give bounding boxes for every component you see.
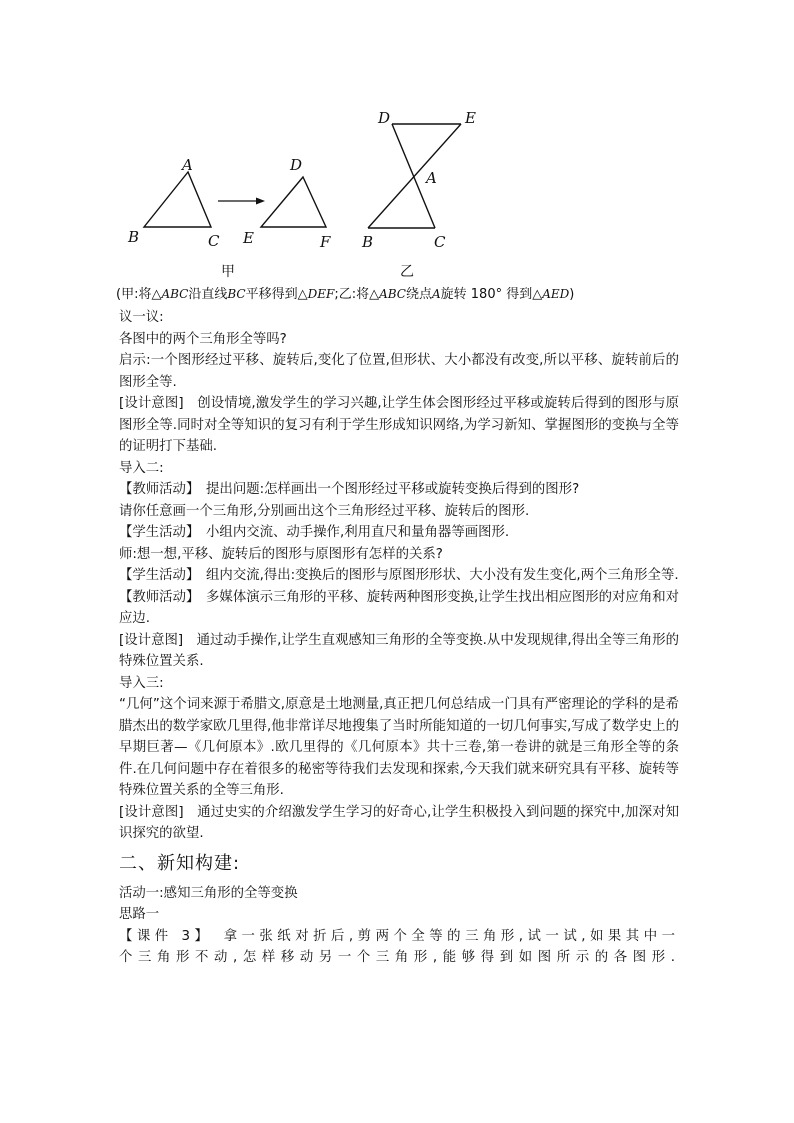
caption-text: ) bbox=[569, 287, 575, 302]
caption-abc: ABC bbox=[379, 287, 406, 301]
label-b3: B bbox=[362, 233, 374, 251]
caption-text: 绕点 bbox=[405, 287, 432, 302]
label-a3: A bbox=[426, 169, 437, 187]
paragraph: 导入二: bbox=[119, 460, 164, 476]
paragraph: 【学生活动】 组内交流,得出:变换后的图形与原图形形状、大小没有发生变化,两个三角形全等. bbox=[119, 568, 679, 583]
paragraph: 【教师活动】 多媒体演示三角形的平移、旋转两种图形变换,让学生找出相应图形的对应角和对应边. bbox=[119, 589, 679, 626]
arrow-head bbox=[256, 198, 265, 205]
paragraph: 师:想一想,平移、旋转后的图形与原图形有怎样的关系? bbox=[119, 546, 443, 562]
paragraph: 思路一 bbox=[119, 907, 160, 922]
paragraph: 【教师活动】 提出问题:怎样画出一个图形经过平移或旋转变换后得到的图形? bbox=[119, 482, 580, 497]
label-e2: E bbox=[243, 229, 254, 247]
paragraph: 活动一:感知三角形的全等变换 bbox=[119, 885, 298, 901]
paragraph: [设计意图] 通过史实的介绍激发学生学习的好奇心,让学生积极投入到问题的探究中,加深对知识探究的欲望. bbox=[119, 804, 679, 841]
triangle-abc bbox=[144, 172, 211, 227]
caption-bc: BC bbox=[227, 287, 246, 301]
caption-def: DEF bbox=[307, 287, 335, 301]
paragraph: [设计意图] 创设情境,激发学生的学习兴趣,让学生体会图形经过平移或旋转后得到的图形与原图形全等.同时对全等知识的复习有利于学生形成知识网络,为学习新知、掌握图形的变换与全等的证明打下基础. bbox=[119, 396, 679, 454]
paragraph: 【学生活动】 小组内交流、动手操作,利用直尺和量角器等画图形. bbox=[119, 525, 510, 540]
label-d2: D bbox=[290, 156, 303, 174]
body-text bbox=[119, 307, 679, 969]
triangle-diagram bbox=[110, 100, 510, 290]
label-c3: C bbox=[434, 233, 446, 251]
paragraph: 请你任意画一个三角形,分别画出这个三角形经过平移、旋转后的图形. bbox=[119, 503, 530, 519]
caption-text: 平移得到△ bbox=[245, 287, 308, 302]
label-d3: D bbox=[378, 109, 391, 127]
paragraph: [设计意图] 通过动手操作,让学生直观感知三角形的全等变换.从中发现规律,得出全等三角形的特殊位置关系. bbox=[119, 632, 679, 669]
caption-text: 旋转 180° 得到△ bbox=[440, 287, 543, 302]
triangle-def bbox=[261, 177, 326, 227]
caption-abc: ABC bbox=[161, 287, 189, 301]
label-a1: A bbox=[182, 156, 193, 174]
caption-aed: AED bbox=[542, 287, 570, 301]
label-c1: C bbox=[208, 232, 220, 250]
caption-yi: 乙 bbox=[400, 264, 414, 280]
label-e3: E bbox=[465, 109, 476, 127]
paragraph: “几何”这个词来源于希腊文,原意是土地测量,真正把几何总结成一门具有严密理论的学科的是希腊杰出的数学家欧几里得,他非常详尽地搜集了当时所能知道的一切几何事实,写成了数学史上的早期巨著—《几何原本》.欧几里得的《几何原本》共十三卷,第一卷讲的就是三角形全等的条件.在几何问题中存在着很多的秘密等待我们去发现和探索,今天我们就来研究具有平移、旋转等特殊位置关系的全等三角形. bbox=[119, 697, 679, 798]
segment-be bbox=[368, 124, 461, 228]
label-f2: F bbox=[320, 233, 331, 251]
caption-a: A bbox=[431, 287, 441, 301]
paragraph: 启示:一个图形经过平移、旋转后,变化了位置,但形状、大小都没有改变,所以平移、旋转前后的图形全等. bbox=[119, 353, 679, 390]
figure-caption bbox=[116, 286, 574, 303]
triangle-figure bbox=[110, 100, 510, 290]
paragraph: 议一议: bbox=[119, 310, 164, 325]
section-heading: 二、新知构建: bbox=[119, 852, 241, 874]
paragraph: 各图中的两个三角形全等吗? bbox=[119, 331, 287, 347]
caption-text: 沿直线 bbox=[188, 287, 228, 302]
caption-text: (甲:将△ bbox=[116, 287, 162, 302]
caption-text: ;乙:将△ bbox=[334, 287, 380, 302]
caption-jia: 甲 bbox=[221, 264, 235, 280]
paragraph: 【课件 3】 拿一张纸对折后,剪两个全等的三角形,试一试,如果其中一个三角形不动,怎样移动另一个三角形,能够得到如图所示的各图形. bbox=[119, 928, 679, 965]
label-b1: B bbox=[128, 228, 140, 246]
paragraph: 导入三: bbox=[119, 675, 164, 691]
